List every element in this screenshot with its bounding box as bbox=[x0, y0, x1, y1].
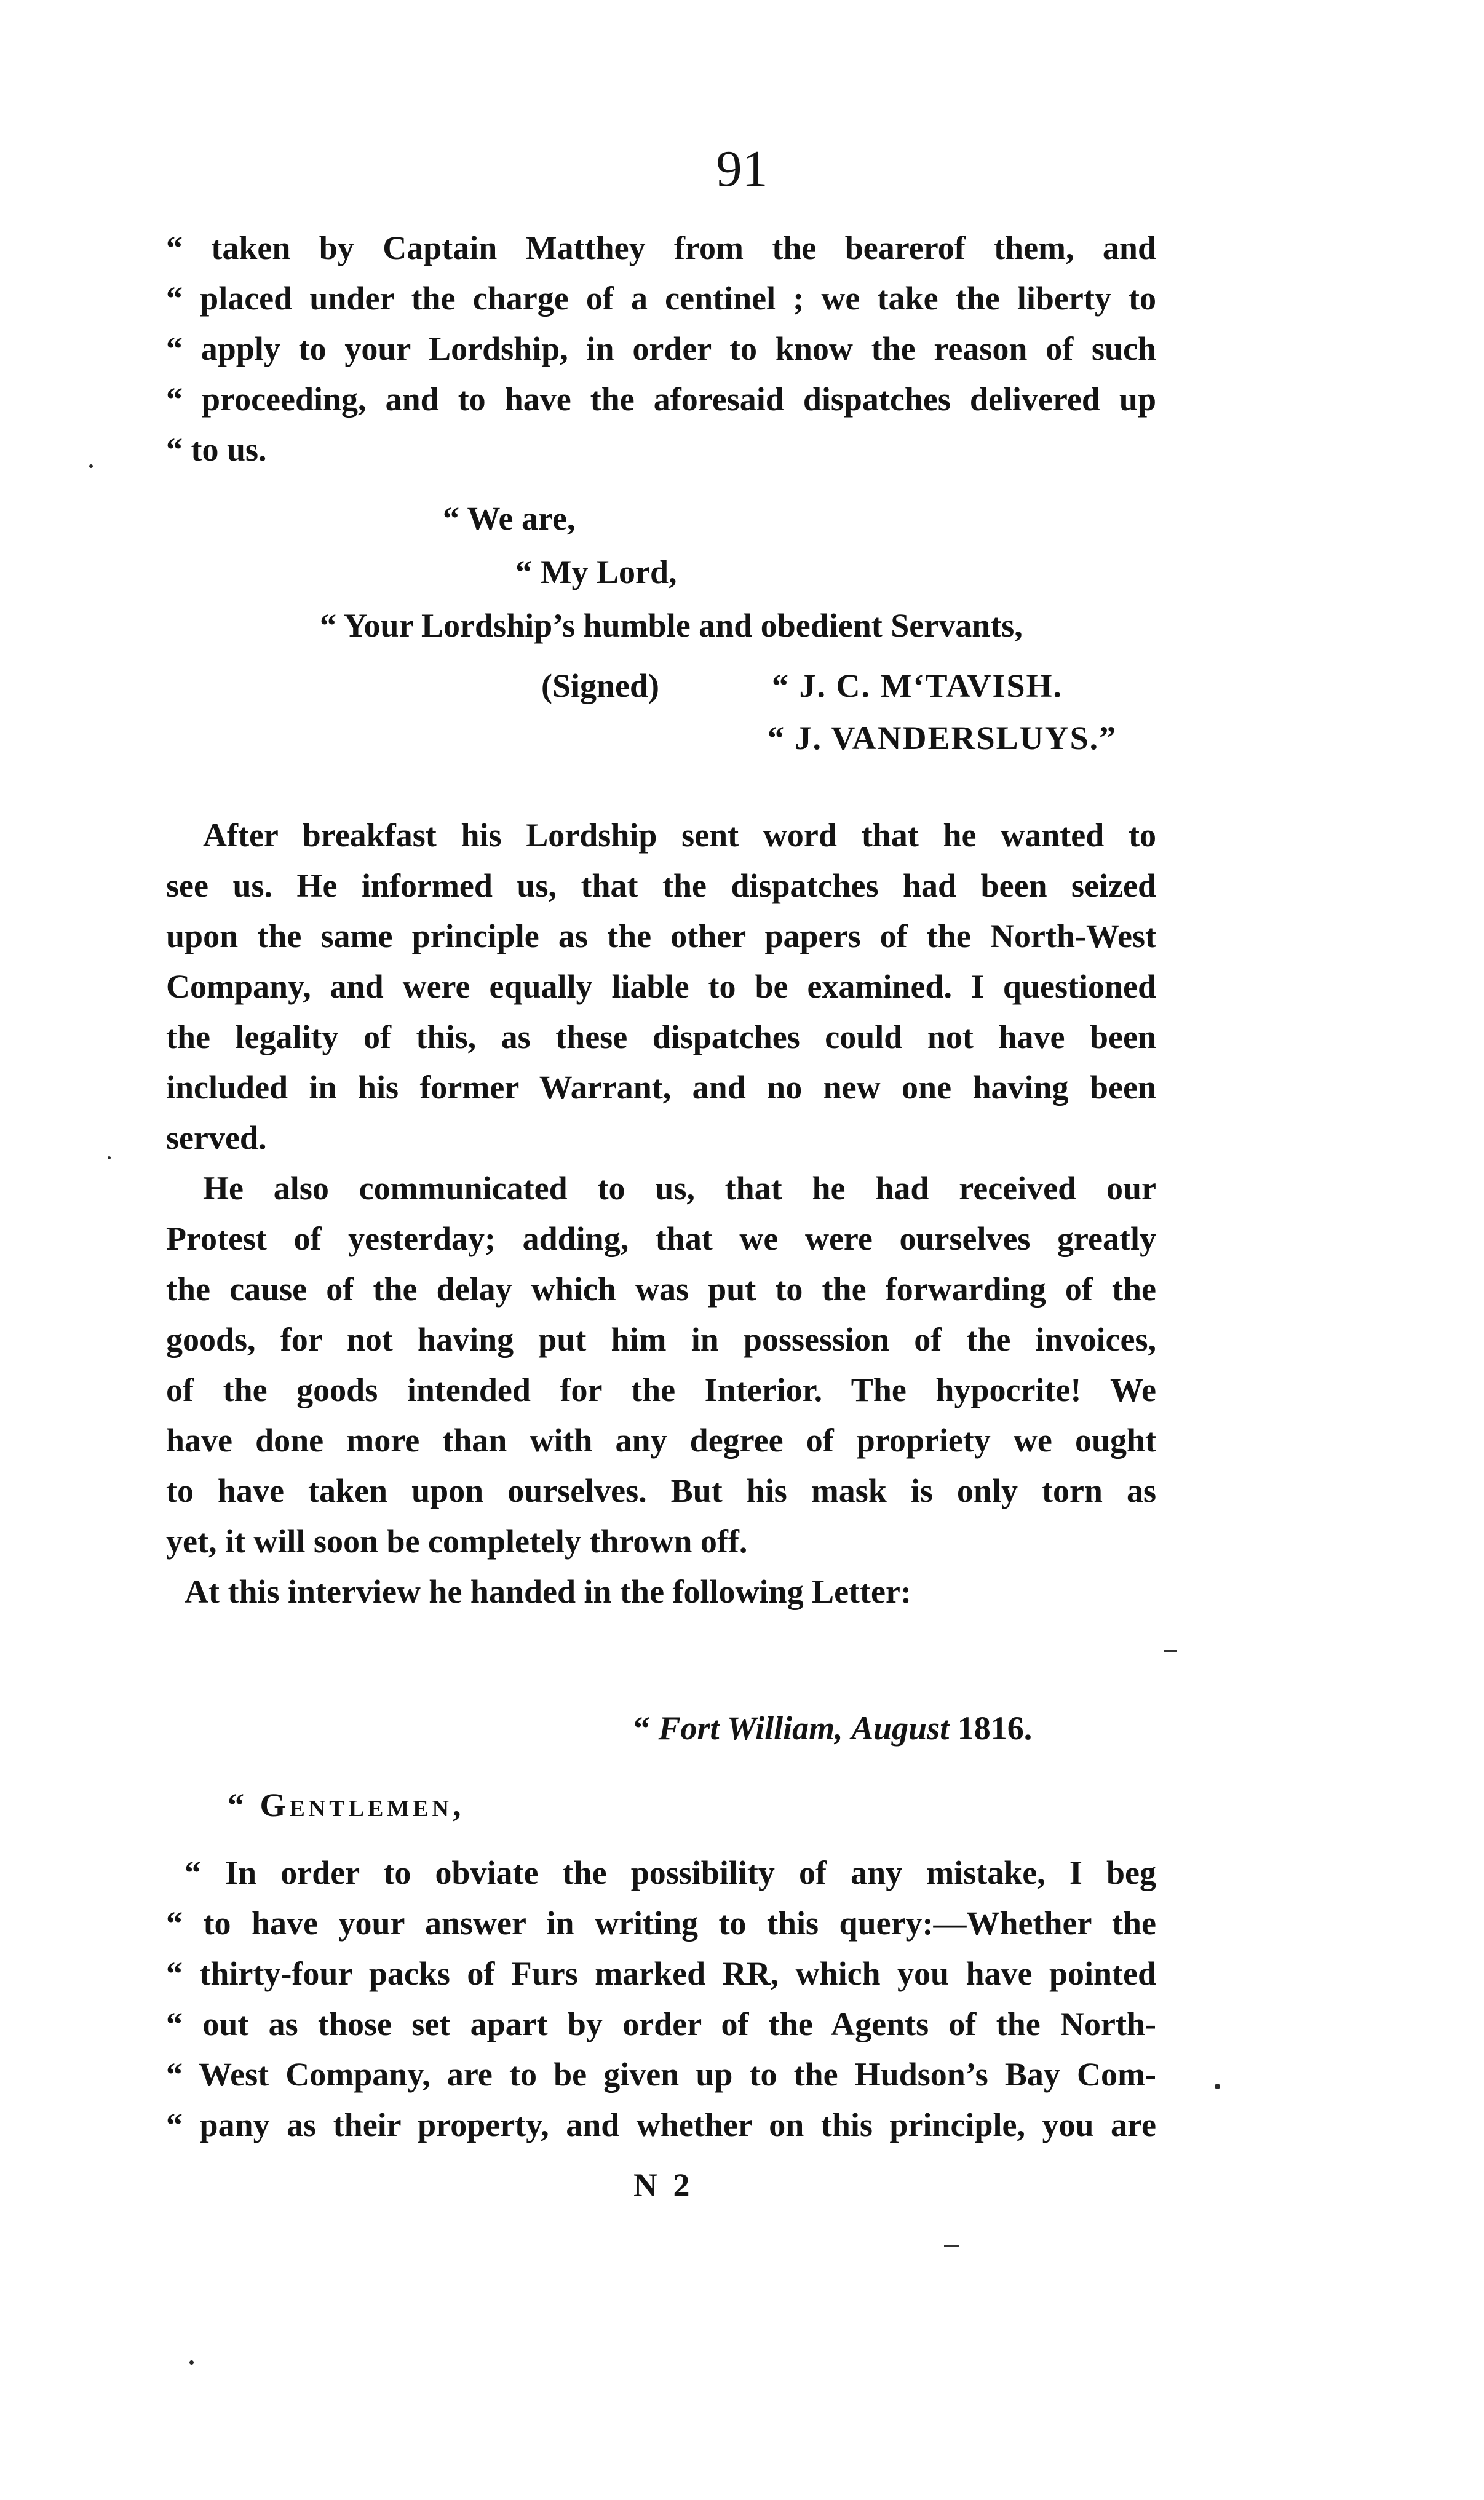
text-line: upon the same principle as the other papers of the North-West bbox=[166, 918, 1156, 954]
text-line: “ pany as their property, and whether on this principle, you are bbox=[166, 2106, 1156, 2143]
closing-my-lord: “ My Lord, bbox=[515, 554, 677, 590]
text-line: the legality of this, as these dispatches could not have been bbox=[166, 1018, 1156, 1055]
scan-mark bbox=[1164, 1650, 1177, 1652]
scan-speck bbox=[89, 464, 93, 468]
text-line: Protest of yesterday; adding, that we were ourselves greatly bbox=[166, 1220, 1156, 1257]
text-line: “ thirty-four packs of Furs marked RR, which you have pointed bbox=[166, 1955, 1156, 1992]
text-line: yet, it will soon be completely thrown off. bbox=[166, 1523, 748, 1560]
letter-dateline bbox=[633, 1707, 1032, 1750]
text-line: After breakfast his Lordship sent word that he wanted to bbox=[203, 817, 1156, 854]
text-line: to have taken upon ourselves. But his mask is only torn as bbox=[166, 1472, 1156, 1509]
letter-year: 1816. bbox=[957, 1710, 1033, 1747]
scan-mark bbox=[944, 2245, 959, 2247]
text-line: “ taken by Captain Matthey from the bearerof them, and bbox=[166, 229, 1156, 266]
text-line: included in his former Warrant, and no new one having been bbox=[166, 1069, 1156, 1106]
text-line: “ to us. bbox=[166, 431, 267, 468]
text-line: “ In order to obviate the possibility of any mistake, I beg bbox=[185, 1854, 1156, 1891]
letter-salutation: “ Gentlemen, bbox=[228, 1787, 465, 1823]
text-line: At this interview he handed in the following Letter: bbox=[185, 1573, 911, 1610]
text-line: “ to have your answer in writing to this query:—Whether the bbox=[166, 1905, 1156, 1942]
signature-mark: N 2 bbox=[633, 2167, 694, 2204]
scan-speck bbox=[108, 1156, 111, 1159]
signed-label: (Signed) bbox=[541, 667, 660, 704]
scan-speck bbox=[189, 2360, 194, 2365]
signatory-mctavish: “ J. C. M‘TAVISH. bbox=[772, 667, 1063, 704]
text-line: “ West Company, are to be given up to the Hudson’s Bay Com- bbox=[166, 2056, 1156, 2093]
text-line: “ apply to your Lordship, in order to know the reason of such bbox=[166, 330, 1156, 367]
closing-servants: “ Your Lordship’s humble and obedient Servants, bbox=[320, 607, 1023, 644]
page-number: 91 bbox=[716, 140, 768, 197]
signatory-vandersluys: “ J. VANDERSLUYS.” bbox=[768, 720, 1117, 756]
text-line: “ placed under the charge of a centinel ; we take the liberty to bbox=[166, 280, 1156, 317]
text-line: goods, for not having put him in possession of the invoices, bbox=[166, 1321, 1156, 1358]
letter-place: Fort William, bbox=[658, 1710, 843, 1747]
closing-we-are: “ We are, bbox=[443, 500, 576, 537]
text-line: have done more than with any degree of propriety we ought bbox=[166, 1422, 1156, 1459]
text-line: He also communicated to us, that he had received our bbox=[203, 1170, 1156, 1207]
dateline-quote: “ bbox=[633, 1710, 659, 1747]
scan-speck bbox=[1215, 2084, 1220, 2089]
text-line: Company, and were equally liable to be examined. I questioned bbox=[166, 968, 1156, 1005]
text-line: “ out as those set apart by order of the Agents of the North- bbox=[166, 2006, 1156, 2042]
text-line: of the goods intended for the Interior. The hypocrite! We bbox=[166, 1371, 1156, 1408]
text-line: “ proceeding, and to have the aforesaid dispatches delivered up bbox=[166, 381, 1156, 418]
text-line: see us. He informed us, that the dispatches had been seized bbox=[166, 867, 1156, 904]
text-line: the cause of the delay which was put to the forwarding of the bbox=[166, 1271, 1156, 1308]
letter-month: August bbox=[851, 1710, 950, 1747]
text-line: served. bbox=[166, 1119, 267, 1156]
